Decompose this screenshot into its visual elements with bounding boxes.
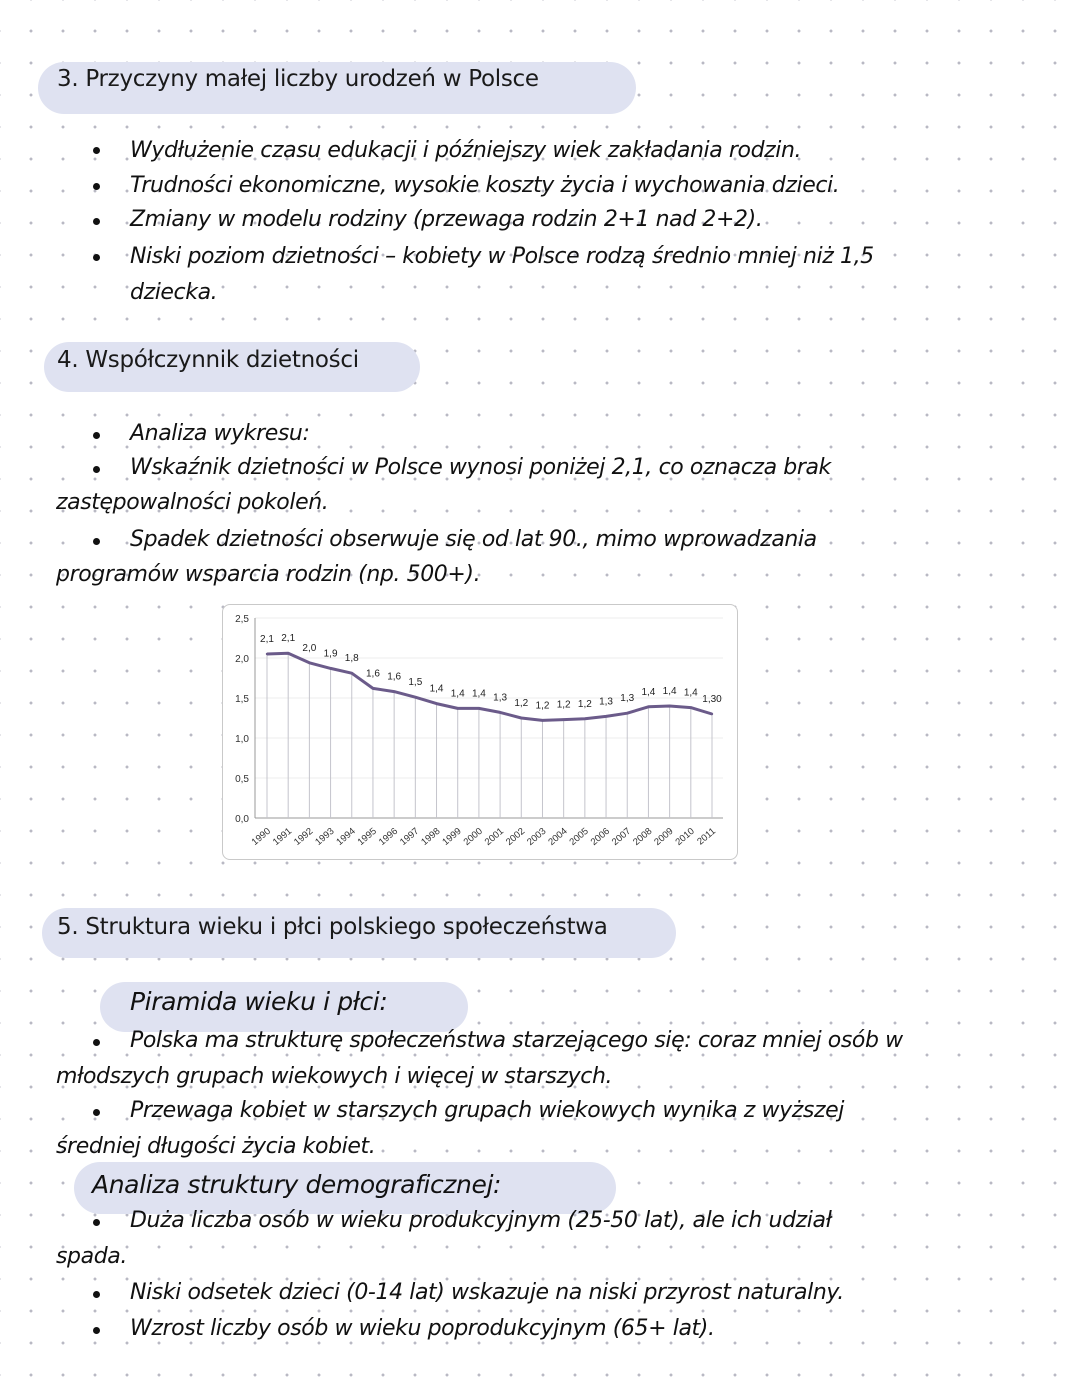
section-5-line: Niski odsetek dzieci (0-14 lat) wskazuje na niski przyrost naturalny. xyxy=(130,1280,844,1305)
section-4-line: programów wsparcia rodzin (np. 500+). xyxy=(56,562,481,587)
section-4-line: Analiza wykresu: xyxy=(130,421,310,446)
x-tick-label: 1992 xyxy=(292,825,316,848)
data-point xyxy=(711,713,713,715)
data-label: 1,3 xyxy=(493,692,508,704)
data-label: 1,4 xyxy=(683,687,698,699)
x-tick-label: 1990 xyxy=(249,825,273,848)
bullet-icon xyxy=(93,1327,100,1334)
data-point xyxy=(647,706,649,708)
x-tick-label: 1999 xyxy=(440,825,464,848)
x-tick-label: 2002 xyxy=(503,825,528,848)
section-3-bullet: Zmiany w modelu rodziny (przewaga rodzin 2+1 nad 2+2). xyxy=(130,207,763,232)
data-point xyxy=(562,718,564,720)
data-point xyxy=(457,707,459,709)
data-label: 1,30 xyxy=(702,694,722,705)
x-tick-label: 2000 xyxy=(461,825,485,848)
fertility-chart-svg xyxy=(223,605,737,859)
x-tick-label: 1993 xyxy=(313,825,337,848)
bullet-icon xyxy=(93,218,100,225)
data-label: 1,8 xyxy=(344,653,359,665)
section-5-line: Wzrost liczby osób w wieku poprodukcyjnym (65+ lat). xyxy=(130,1316,715,1341)
section-5-line: Przewaga kobiet w starszych grupach wiekowych wynika z wyższej xyxy=(130,1098,844,1123)
data-point xyxy=(668,705,670,707)
data-label: 1,3 xyxy=(620,693,635,705)
section-5-title: 5. Struktura wieku i płci polskiego społeczeństwa xyxy=(57,914,608,940)
section-3-title: 3. Przyczyny małej liczby urodzeń w Polsce xyxy=(57,66,539,92)
data-point xyxy=(520,717,522,719)
subheader-analysis: Analiza struktury demograficznej: xyxy=(92,1170,502,1199)
y-tick-label: 0,5 xyxy=(235,774,249,785)
data-point xyxy=(308,662,310,664)
y-tick-label: 0,0 xyxy=(235,814,249,825)
data-point xyxy=(329,667,331,669)
data-label: 1,6 xyxy=(387,671,402,683)
x-tick-label: 2010 xyxy=(673,825,697,848)
data-label: 1,4 xyxy=(641,686,656,698)
data-point xyxy=(478,707,480,709)
x-tick-label: 1994 xyxy=(334,825,358,848)
bullet-icon xyxy=(93,466,100,473)
section-4-line: Spadek dzietności obserwuje się od lat 90., mimo wprowadzania xyxy=(130,527,817,552)
bullet-icon xyxy=(93,183,100,190)
section-3-bullet: Wydłużenie czasu edukacji i późniejszy wiek zakładania rodzin. xyxy=(130,138,802,163)
x-tick-label: 1991 xyxy=(270,825,295,848)
data-label: 2,1 xyxy=(260,634,274,645)
x-tick-label: 2011 xyxy=(695,825,718,848)
y-tick-label: 1,0 xyxy=(235,734,249,745)
subheader-pyramid: Piramida wieku i płci: xyxy=(130,987,388,1016)
x-tick-label: 2007 xyxy=(609,825,634,848)
x-tick-label: 1995 xyxy=(355,825,379,848)
data-point xyxy=(499,711,501,713)
section-3-bullet: Niski poziom dzietności – kobiety w Polsce rodzą średnio mniej niż 1,5 xyxy=(130,244,874,269)
x-tick-label: 2009 xyxy=(652,825,676,848)
x-tick-label: 2004 xyxy=(546,825,570,848)
bullet-icon xyxy=(93,432,100,439)
data-point xyxy=(541,719,543,721)
data-label: 1,2 xyxy=(535,700,550,712)
y-tick-label: 1,5 xyxy=(235,694,249,705)
data-label: 1,9 xyxy=(323,648,338,660)
data-point xyxy=(414,696,416,698)
bullet-icon xyxy=(93,538,100,545)
bullet-icon xyxy=(93,1219,100,1226)
section-5-line: Polska ma strukturę społeczeństwa starzejącego się: coraz mniej osób w xyxy=(130,1028,903,1053)
fertility-chart xyxy=(222,604,738,860)
data-label: 1,4 xyxy=(429,683,444,695)
data-point xyxy=(266,653,268,655)
y-tick-label: 2,0 xyxy=(235,654,249,665)
section-5-line: średniej długości życia kobiet. xyxy=(56,1134,376,1159)
section-5-line: spada. xyxy=(56,1244,127,1269)
data-label: 1,5 xyxy=(408,677,423,689)
data-label: 1,3 xyxy=(599,696,614,708)
bullet-icon xyxy=(93,1109,100,1116)
section-4-line: zastępowalności pokoleń. xyxy=(56,490,329,515)
section-3-bullet-continuation: dziecka. xyxy=(130,280,218,305)
section-5-line: młodszych grupach wiekowych i więcej w starszych. xyxy=(56,1064,613,1089)
section-4-title: 4. Współczynnik dzietności xyxy=(57,347,359,373)
x-tick-label: 1998 xyxy=(419,825,443,848)
x-tick-label: 2001 xyxy=(482,825,507,848)
x-tick-label: 2003 xyxy=(525,825,549,848)
data-point xyxy=(287,652,289,654)
y-tick-label: 2,5 xyxy=(235,614,249,625)
data-point xyxy=(393,690,395,692)
section-4-line: Wskaźnik dzietności w Polsce wynosi poniżej 2,1, co oznacza brak xyxy=(130,455,831,480)
data-label: 1,2 xyxy=(577,698,592,710)
bullet-icon xyxy=(93,254,100,261)
data-point xyxy=(351,672,353,674)
data-label: 2,0 xyxy=(302,642,317,654)
data-label: 1,2 xyxy=(556,699,571,711)
data-label: 1,4 xyxy=(471,688,486,700)
data-label: 2,1 xyxy=(281,633,296,645)
x-tick-label: 2006 xyxy=(588,825,612,848)
data-point xyxy=(626,712,628,714)
bullet-icon xyxy=(93,147,100,154)
data-point xyxy=(372,687,374,689)
data-label: 1,4 xyxy=(450,688,465,700)
section-3-bullet: Trudności ekonomiczne, wysokie koszty życia i wychowania dzieci. xyxy=(130,173,840,198)
data-label: 1,6 xyxy=(365,668,380,680)
data-point xyxy=(435,702,437,704)
section-5-line: Duża liczba osób w wieku produkcyjnym (25-50 lat), ale ich udział xyxy=(130,1208,832,1233)
x-tick-label: 2008 xyxy=(631,825,655,848)
data-label: 1,4 xyxy=(662,686,677,697)
data-label: 1,2 xyxy=(514,698,529,709)
x-tick-label: 1996 xyxy=(376,825,401,848)
x-tick-label: 2005 xyxy=(567,825,591,848)
data-point xyxy=(605,715,607,717)
bullet-icon xyxy=(93,1039,100,1046)
x-tick-label: 1997 xyxy=(397,825,422,848)
data-point xyxy=(584,718,586,720)
data-point xyxy=(690,706,692,708)
bullet-icon xyxy=(93,1291,100,1298)
